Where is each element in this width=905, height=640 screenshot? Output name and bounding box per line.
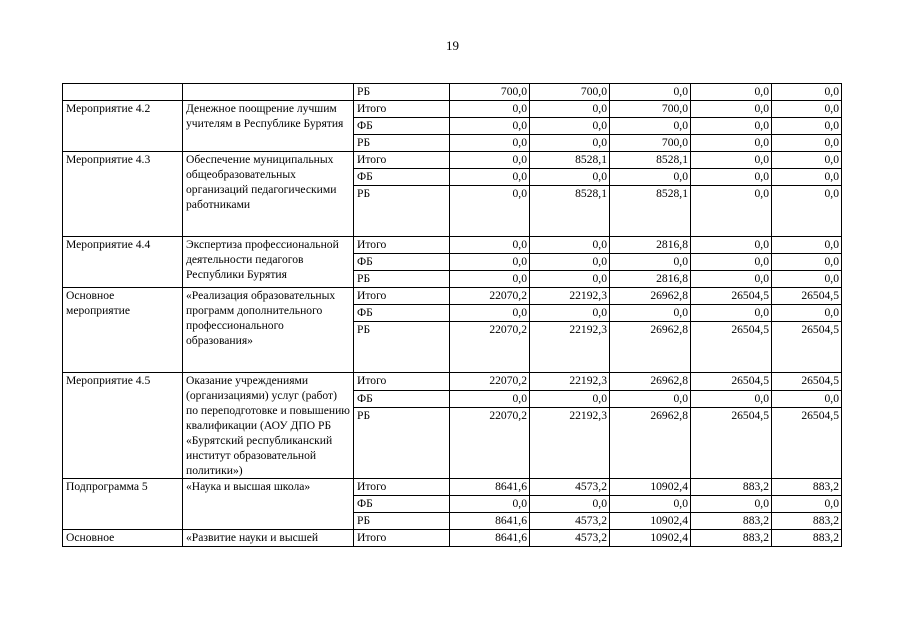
table-row [63, 530, 842, 547]
amount-cell: 0,0 [772, 237, 842, 254]
funding-source: ФБ [354, 390, 450, 408]
amount-cell: 26504,5 [691, 288, 772, 305]
funding-source: РБ [354, 135, 450, 152]
measure-description: Оказание учреждениями (организациями) услуг (работ) по переподготовке и повышению квалификации (АОУ ДПО РБ «Бурятский республиканский институт образовательной политики») [183, 373, 354, 479]
amount-cell: 0,0 [610, 84, 691, 101]
funding-source: ФБ [354, 496, 450, 513]
amount-cell: 0,0 [530, 496, 610, 513]
amount-cell: 8528,1 [530, 152, 610, 169]
amount-cell: 0,0 [772, 496, 842, 513]
amount-cell: 0,0 [691, 271, 772, 288]
amount-cell: 26504,5 [691, 408, 772, 479]
measure-name: Мероприятие 4.3 [63, 152, 183, 237]
measure-name: Мероприятие 4.4 [63, 237, 183, 288]
amount-cell: 0,0 [450, 305, 530, 322]
funding-source: Итого [354, 237, 450, 254]
amount-cell: 0,0 [772, 152, 842, 169]
table-row [63, 237, 842, 254]
amount-cell: 0,0 [691, 186, 772, 237]
amount-cell: 0,0 [610, 390, 691, 408]
amount-cell: 8528,1 [530, 186, 610, 237]
measure-description: Денежное поощрение лучшим учителям в Республике Бурятия [183, 101, 354, 152]
table-body [63, 84, 842, 547]
funding-source: РБ [354, 322, 450, 373]
amount-cell: 4573,2 [530, 530, 610, 547]
amount-cell: 700,0 [610, 135, 691, 152]
measure-description: «Реализация образовательных программ дополнительного профессионального образования» [183, 288, 354, 373]
amount-cell: 0,0 [772, 305, 842, 322]
amount-cell: 26504,5 [772, 322, 842, 373]
amount-cell: 0,0 [610, 169, 691, 186]
measure-name: Мероприятие 4.2 [63, 101, 183, 152]
amount-cell: 0,0 [450, 496, 530, 513]
amount-cell: 0,0 [772, 84, 842, 101]
funding-source: РБ [354, 186, 450, 237]
amount-cell: 883,2 [772, 479, 842, 496]
budget-table [62, 83, 842, 547]
amount-cell: 0,0 [772, 169, 842, 186]
amount-cell: 4573,2 [530, 513, 610, 530]
amount-cell: 0,0 [772, 254, 842, 271]
funding-source: РБ [354, 271, 450, 288]
amount-cell: 0,0 [450, 390, 530, 408]
amount-cell: 22192,3 [530, 373, 610, 391]
amount-cell: 26962,8 [610, 408, 691, 479]
measure-name: Подпрограмма 5 [63, 479, 183, 530]
amount-cell: 0,0 [691, 305, 772, 322]
amount-cell: 10902,4 [610, 513, 691, 530]
amount-cell: 0,0 [691, 152, 772, 169]
amount-cell: 8528,1 [610, 186, 691, 237]
amount-cell: 0,0 [450, 152, 530, 169]
amount-cell: 0,0 [530, 305, 610, 322]
funding-source: ФБ [354, 254, 450, 271]
funding-source: РБ [354, 408, 450, 479]
funding-source: Итого [354, 373, 450, 391]
amount-cell: 0,0 [691, 84, 772, 101]
amount-cell: 2816,8 [610, 237, 691, 254]
amount-cell: 0,0 [530, 271, 610, 288]
amount-cell: 0,0 [450, 254, 530, 271]
measure-name: Мероприятие 4.5 [63, 373, 183, 479]
amount-cell: 26504,5 [772, 373, 842, 391]
amount-cell: 26504,5 [691, 373, 772, 391]
funding-source: Итого [354, 530, 450, 547]
amount-cell: 26962,8 [610, 373, 691, 391]
funding-source: ФБ [354, 169, 450, 186]
amount-cell: 700,0 [530, 84, 610, 101]
measure-description: Обеспечение муниципальных общеобразовательных организаций педагогическими работниками [183, 152, 354, 237]
amount-cell: 0,0 [530, 101, 610, 118]
amount-cell: 0,0 [691, 135, 772, 152]
amount-cell: 883,2 [691, 513, 772, 530]
amount-cell: 0,0 [691, 496, 772, 513]
amount-cell: 4573,2 [530, 479, 610, 496]
amount-cell: 883,2 [691, 479, 772, 496]
measure-name: Основное мероприятие [63, 288, 183, 373]
table-row [63, 84, 842, 101]
amount-cell: 0,0 [450, 237, 530, 254]
amount-cell: 0,0 [530, 135, 610, 152]
measure-description: «Наука и высшая школа» [183, 479, 354, 530]
amount-cell: 0,0 [450, 186, 530, 237]
funding-source: Итого [354, 152, 450, 169]
amount-cell: 0,0 [691, 118, 772, 135]
amount-cell: 22070,2 [450, 408, 530, 479]
amount-cell: 0,0 [450, 271, 530, 288]
amount-cell: 0,0 [691, 101, 772, 118]
funding-source: Итого [354, 288, 450, 305]
amount-cell: 0,0 [691, 169, 772, 186]
amount-cell: 0,0 [530, 390, 610, 408]
amount-cell: 0,0 [610, 496, 691, 513]
amount-cell: 8528,1 [610, 152, 691, 169]
amount-cell: 0,0 [530, 118, 610, 135]
measure-description: «Развитие науки и высшей [183, 530, 354, 547]
measure-name: Основное [63, 530, 183, 547]
amount-cell: 0,0 [450, 169, 530, 186]
amount-cell: 22070,2 [450, 288, 530, 305]
amount-cell: 0,0 [530, 169, 610, 186]
amount-cell: 883,2 [772, 513, 842, 530]
measure-description [183, 84, 354, 101]
amount-cell: 0,0 [772, 118, 842, 135]
amount-cell: 0,0 [772, 271, 842, 288]
amount-cell: 26504,5 [772, 408, 842, 479]
funding-source: ФБ [354, 118, 450, 135]
funding-source: РБ [354, 84, 450, 101]
amount-cell: 0,0 [610, 254, 691, 271]
amount-cell: 883,2 [772, 530, 842, 547]
amount-cell: 0,0 [772, 135, 842, 152]
amount-cell: 26504,5 [772, 288, 842, 305]
page-number: 19 [446, 38, 459, 53]
amount-cell: 8641,6 [450, 530, 530, 547]
amount-cell: 0,0 [610, 118, 691, 135]
funding-source: Итого [354, 101, 450, 118]
amount-cell: 26504,5 [691, 322, 772, 373]
amount-cell: 0,0 [772, 390, 842, 408]
measure-description: Экспертиза профессиональной деятельности педагогов Республики Бурятия [183, 237, 354, 288]
amount-cell: 0,0 [530, 254, 610, 271]
amount-cell: 22070,2 [450, 373, 530, 391]
table-row [63, 288, 842, 305]
table-row [63, 101, 842, 118]
amount-cell: 10902,4 [610, 479, 691, 496]
measure-name [63, 84, 183, 101]
funding-source: РБ [354, 513, 450, 530]
table-row [63, 152, 842, 169]
amount-cell: 22070,2 [450, 322, 530, 373]
amount-cell: 22192,3 [530, 288, 610, 305]
amount-cell: 0,0 [772, 186, 842, 237]
amount-cell: 0,0 [610, 305, 691, 322]
amount-cell: 10902,4 [610, 530, 691, 547]
amount-cell: 22192,3 [530, 408, 610, 479]
amount-cell: 700,0 [610, 101, 691, 118]
amount-cell: 26962,8 [610, 288, 691, 305]
amount-cell: 0,0 [530, 237, 610, 254]
amount-cell: 8641,6 [450, 513, 530, 530]
amount-cell: 26962,8 [610, 322, 691, 373]
amount-cell: 0,0 [450, 118, 530, 135]
amount-cell: 0,0 [450, 135, 530, 152]
amount-cell: 0,0 [691, 254, 772, 271]
amount-cell: 0,0 [450, 101, 530, 118]
amount-cell: 8641,6 [450, 479, 530, 496]
amount-cell: 0,0 [691, 390, 772, 408]
amount-cell: 0,0 [691, 237, 772, 254]
funding-source: ФБ [354, 305, 450, 322]
funding-source: Итого [354, 479, 450, 496]
amount-cell: 0,0 [772, 101, 842, 118]
table-row [63, 479, 842, 496]
amount-cell: 2816,8 [610, 271, 691, 288]
amount-cell: 883,2 [691, 530, 772, 547]
table-row [63, 373, 842, 391]
amount-cell: 22192,3 [530, 322, 610, 373]
amount-cell: 700,0 [450, 84, 530, 101]
